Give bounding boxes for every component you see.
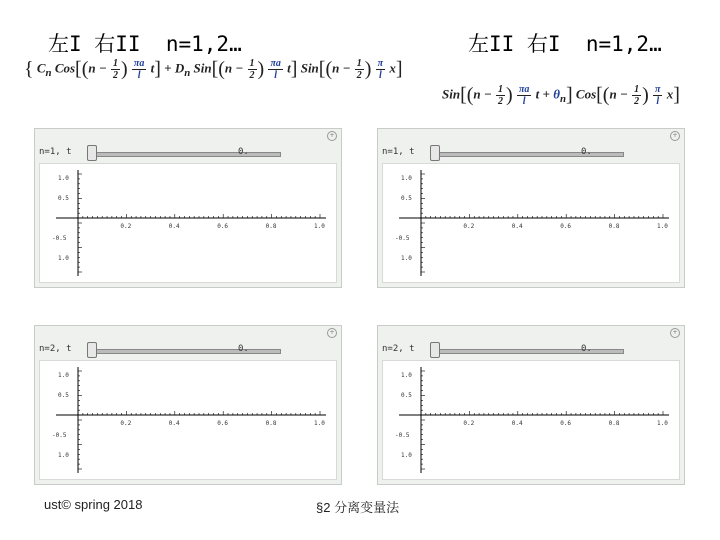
x-tick-label: 0.4 (511, 223, 523, 230)
heading-left: 左I 右II n=1,2… (48, 32, 242, 56)
x-tick-label: 0.2 (463, 223, 475, 230)
y-tick-label: 1.0 (58, 452, 69, 459)
y-tick-label: 1.0 (58, 255, 69, 262)
slider-value: 0. (238, 344, 249, 354)
x-tick-label: 1.0 (314, 223, 325, 230)
y-tick-label: 1.0 (401, 372, 412, 379)
manipulate-panel-bottom-left (34, 325, 342, 485)
slider-value: 0. (581, 147, 592, 157)
control-label: n=2, t (39, 344, 72, 354)
plot-area (382, 360, 680, 480)
y-tick-label: -0.5 (395, 432, 410, 439)
x-tick-label: 1.0 (657, 223, 668, 230)
time-slider-track[interactable] (434, 349, 624, 354)
time-slider-thumb[interactable] (430, 342, 440, 358)
y-tick-label: 0.5 (58, 195, 69, 202)
close-icon[interactable]: + (327, 131, 337, 141)
heading-right: 左II 右I n=1,2… (468, 32, 662, 56)
y-tick-label: 0.5 (401, 392, 412, 399)
x-tick-label: 0.2 (463, 420, 475, 427)
y-tick-label: -0.5 (52, 235, 67, 242)
y-tick-label: 1.0 (401, 175, 412, 182)
footer-center: §2 分离变量法 (316, 500, 400, 515)
time-slider-thumb[interactable] (430, 145, 440, 161)
time-slider-track[interactable] (91, 349, 281, 354)
formula-left: { $C_n$ Cos[(n − $\frac{1}{2}$ ) $\frac{\pi a}{l}$ $t] + D_n$ Sin[(n − $\frac{1}{2}$ ) $\frac{\pi a}{l}$ t] Sin[(n − $\frac{1}{2}$ ) $\frac{\pi}{l}$ x] (24, 58, 403, 81)
time-slider-thumb[interactable] (87, 145, 97, 161)
close-icon[interactable]: + (670, 131, 680, 141)
x-tick-label: 1.0 (657, 420, 668, 427)
time-slider-track[interactable] (91, 152, 281, 157)
y-tick-label: 0.5 (401, 195, 412, 202)
y-tick-label: -0.5 (52, 432, 67, 439)
control-label: n=2, t (382, 344, 415, 354)
x-tick-label: 0.2 (120, 420, 132, 427)
y-tick-label: 1.0 (58, 372, 69, 379)
plot-area (382, 163, 680, 283)
control-label: n=1, t (382, 147, 415, 157)
x-tick-label: 0.8 (608, 420, 620, 427)
manipulate-panel-bottom-right (377, 325, 685, 485)
plot-area (39, 360, 337, 480)
y-tick-label: 1.0 (401, 255, 412, 262)
footer-left: ust© spring 2018 (44, 497, 143, 512)
x-tick-label: 0.4 (168, 420, 180, 427)
close-icon[interactable]: + (327, 328, 337, 338)
y-tick-label: -0.5 (395, 235, 410, 242)
x-tick-label: 1.0 (314, 420, 325, 427)
y-tick-label: 0.5 (58, 392, 69, 399)
x-tick-label: 0.6 (560, 223, 572, 230)
x-tick-label: 0.2 (120, 223, 132, 230)
manipulate-panel-top-left (34, 128, 342, 288)
x-tick-label: 0.8 (265, 420, 277, 427)
slider-value: 0. (238, 147, 249, 157)
manipulate-panel-top-right (377, 128, 685, 288)
x-tick-label: 0.4 (168, 223, 180, 230)
slider-value: 0. (581, 344, 592, 354)
y-tick-label: 1.0 (401, 452, 412, 459)
control-label: n=1, t (39, 147, 72, 157)
x-tick-label: 0.6 (217, 420, 229, 427)
x-tick-label: 0.8 (265, 223, 277, 230)
x-tick-label: 0.4 (511, 420, 523, 427)
y-tick-label: 1.0 (58, 175, 69, 182)
x-tick-label: 0.8 (608, 223, 620, 230)
time-slider-track[interactable] (434, 152, 624, 157)
x-tick-label: 0.6 (217, 223, 229, 230)
time-slider-thumb[interactable] (87, 342, 97, 358)
plot-area (39, 163, 337, 283)
close-icon[interactable]: + (670, 328, 680, 338)
x-tick-label: 0.6 (560, 420, 572, 427)
formula-right: Sin[(n − $\frac{1}{2}$ ) $\frac{\pi a}{l}$ $t + \theta_n$] Cos[(n − $\frac{1}{2}$ ) $\frac{\pi}{l}$ x] (442, 84, 680, 107)
